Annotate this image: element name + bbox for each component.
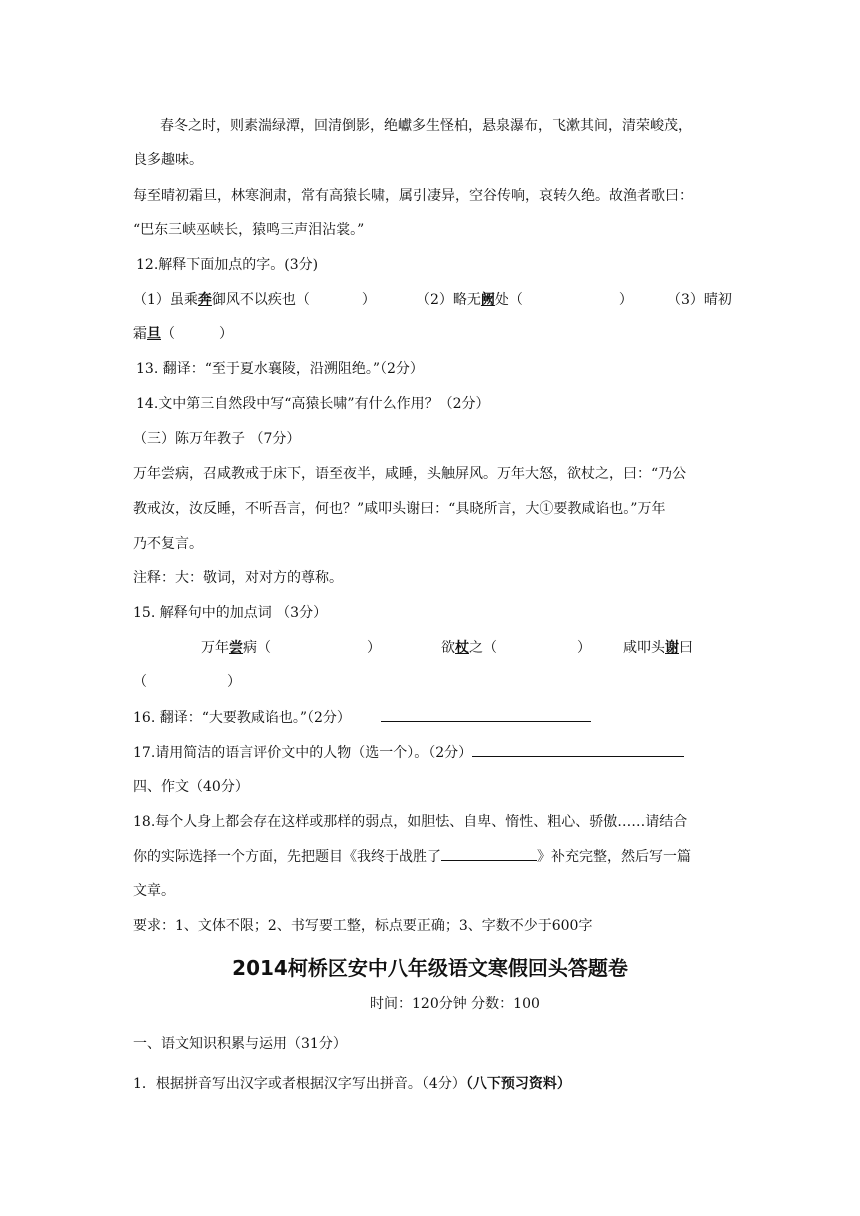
question-15-item-3-cont xyxy=(133,672,241,692)
item-prefix: 欲 xyxy=(441,640,455,656)
item-prefix: 咸叩头 xyxy=(623,640,665,656)
item-prefix: 万年 xyxy=(201,640,229,656)
title-blank[interactable] xyxy=(441,846,537,861)
item-suffix: （ xyxy=(161,326,175,342)
annotation-note: 注释：大：敬词，对对方的尊称。 xyxy=(133,570,343,586)
bracket-close: ） xyxy=(367,640,381,656)
question-18-line: 文章。 xyxy=(133,883,175,899)
question-15: 15. 解释句中的加点词 （3分） xyxy=(133,605,328,621)
question-14: 14.文中第三自然段中写“高猿长啸”有什么作用？（2分） xyxy=(136,396,490,412)
dotted-word: 谢 xyxy=(665,640,679,656)
question-12-item-3 xyxy=(667,290,732,310)
question-text: 你的实际选择一个方面，先把题目《我终于战胜了 xyxy=(133,849,441,865)
passage-line: 春冬之时，则素湍绿潭，回清倒影，绝巘多生怪柏，悬泉瀑布，飞漱其间，清荣峻茂， xyxy=(160,118,692,134)
question-text: 1．根据拼音写出汉字或者根据汉字写出拼音。（4分） xyxy=(133,1076,466,1092)
passage-line: 良多趣味。 xyxy=(133,152,203,168)
item-prefix: 霜 xyxy=(133,326,147,342)
section-heading: 一、语文知识积累与运用（31分） xyxy=(133,1036,347,1052)
question-16 xyxy=(133,707,591,728)
item-suffix: 曰 xyxy=(679,640,693,656)
item-suffix: 病（ xyxy=(243,640,271,656)
question-15-item-3 xyxy=(623,638,693,658)
question-17 xyxy=(133,742,684,763)
item-prefix: （1）虽乘 xyxy=(133,292,198,308)
question-text: 17.请用简洁的语言评价文中的人物（选一个）。（2分） xyxy=(133,745,473,761)
question-text: 16. 翻译：“大要教咸谄也。”（2分） xyxy=(133,710,351,726)
bracket-close: ） xyxy=(219,326,233,342)
answer-blank[interactable] xyxy=(381,707,591,722)
passage-line: 乃不复言。 xyxy=(133,536,203,552)
question-12-item-3-cont xyxy=(133,324,233,344)
dotted-word: 奔 xyxy=(197,292,212,308)
question-15-item-2 xyxy=(441,638,591,658)
question-12-item-2 xyxy=(416,290,633,310)
bracket-close: ） xyxy=(618,292,633,308)
question-source-note: （八下预习资料） xyxy=(465,1076,571,1092)
passage-line: 万年尝病，召咸教戒于床下，语至夜半，咸睡，头触屏风。万年大怒，欲杖之，曰：“乃公 xyxy=(133,466,687,482)
question-15-item-1 xyxy=(201,638,381,658)
bracket-close: ） xyxy=(361,292,376,308)
passage-line: 教戒汝，汝反睡，不听吾言，何也？”咸叩头谢曰：“具晓所言，大①要教咸谄也。”万年 xyxy=(133,501,666,517)
question-12-item-1 xyxy=(133,290,376,310)
dotted-word: 尝 xyxy=(229,640,243,656)
question-13: 13. 翻译：“至于夏水襄陵，沿溯阻绝。”（2分） xyxy=(136,361,424,377)
item-prefix: （3）晴初 xyxy=(667,292,732,308)
section-heading: （三）陈万年教子 （7分） xyxy=(133,431,301,447)
dotted-word: 阙 xyxy=(480,292,495,308)
dotted-word: 旦 xyxy=(147,326,161,342)
item-suffix: 处（ xyxy=(494,292,523,308)
answer-sheet-title: 2014柯桥区安中八年级语文寒假回头答题卷 xyxy=(232,956,628,980)
exam-meta: 时间：120分钟 分数：100 xyxy=(370,996,540,1012)
item-suffix: 之（ xyxy=(469,640,497,656)
bracket-close: ） xyxy=(227,674,241,690)
item-prefix: （2）略无 xyxy=(416,292,481,308)
section-heading: 四、作文（40分） xyxy=(133,779,249,795)
question-18-line: 18.每个人身上都会存在这样或那样的弱点，如胆怯、自卑、惰性、粗心、骄傲……请结合 xyxy=(133,814,688,830)
question-1 xyxy=(133,1074,571,1094)
question-text: 》补充完整，然后写一篇 xyxy=(537,849,691,865)
passage-line: “巴东三峡巫峡长，猿鸣三声泪沾裳。” xyxy=(133,222,365,238)
dotted-word: 杖 xyxy=(455,640,469,656)
answer-blank[interactable] xyxy=(472,742,684,757)
essay-requirements: 要求：1、文体不限；2、书写要工整，标点要正确；3、字数不少于600字 xyxy=(133,918,593,934)
question-12: 12.解释下面加点的字。(3分) xyxy=(136,257,319,273)
bracket-open: （ xyxy=(133,674,147,690)
item-suffix: 御风不以疾也（ xyxy=(211,292,310,308)
passage-line: 每至晴初霜旦，林寒涧肃，常有高猿长啸，属引凄异，空谷传响，哀转久绝。故渔者歌曰： xyxy=(133,188,693,204)
question-18-line xyxy=(133,846,691,867)
bracket-close: ） xyxy=(577,640,591,656)
